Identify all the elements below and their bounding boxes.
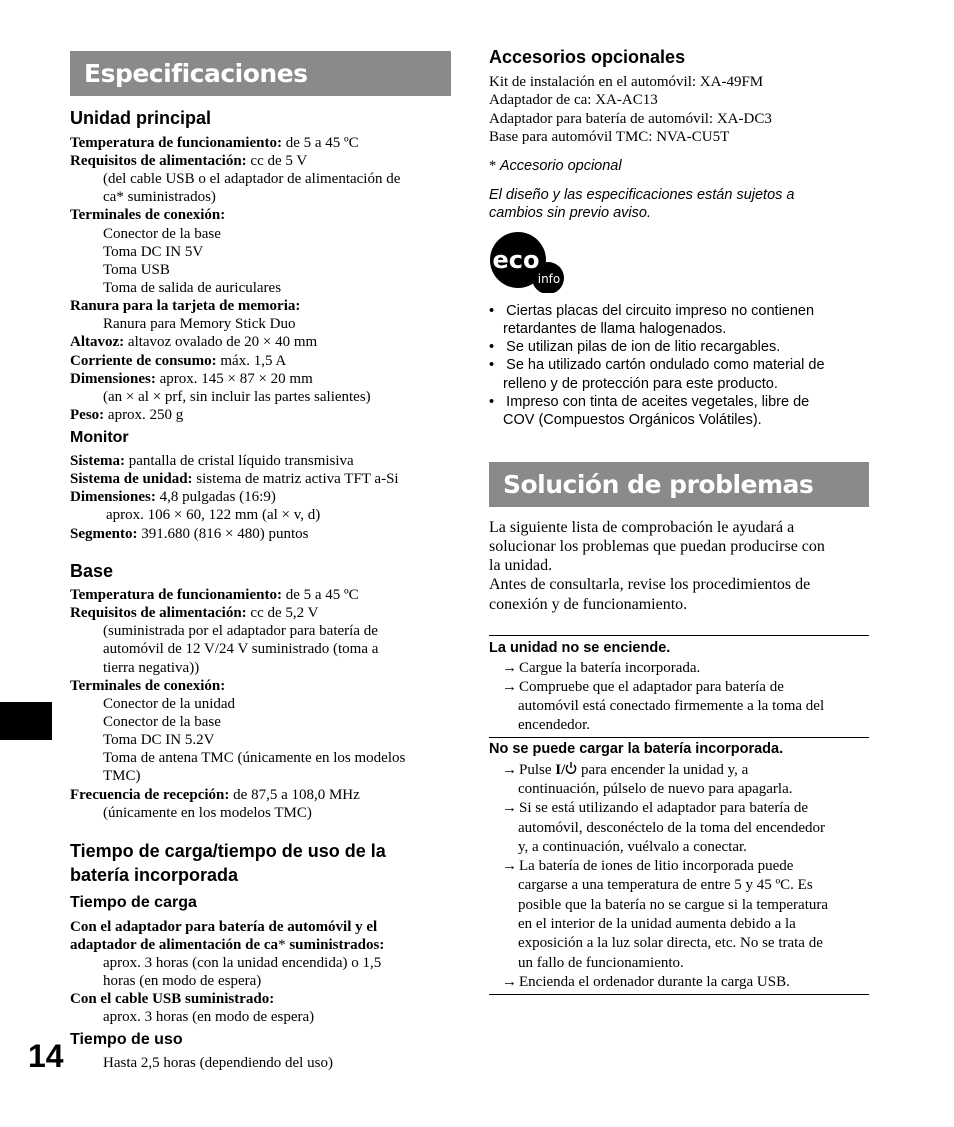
carga-adapt-label: Con el adaptador para batería de automóvil y el [70, 919, 378, 935]
carga-heading: Tiempo de carga [70, 894, 197, 911]
solution-item-cont: cargarse a una temperatura de entre 5 y 45 ºC. Es [518, 877, 813, 893]
accesorio-item: Base para automóvil TMC: NVA-CU5T [489, 129, 730, 145]
solution-item-cont: exposición a la luz solar directa, etc. No se trata de [518, 935, 823, 951]
carga-adapt-value: aprox. 3 horas (con la unidad encendida) o 1,5 [103, 955, 382, 971]
unidad-term-item: Toma de salida de auriculares [103, 280, 282, 296]
eco-bullet-cont: relleno y de protección para este producto. [503, 376, 778, 392]
solution-item-cont: encendedor. [518, 717, 591, 733]
power-icon [565, 761, 577, 775]
solution-item: → Encienda el ordenador durante la carga USB. [502, 974, 790, 990]
accesorio-item: Kit de instalación en el automóvil: XA-49FM [489, 74, 764, 90]
unidad-peso: Peso: aprox. 250 g [70, 407, 184, 423]
uso-heading: Tiempo de uso [70, 1031, 183, 1048]
divider [489, 635, 869, 636]
eco-info-logo [489, 231, 565, 293]
eco-bullet: • Se utilizan pilas de ion de litio recargables. [489, 339, 781, 355]
unidad-term-label: Terminales de conexión: [70, 207, 226, 223]
divider [489, 994, 869, 995]
solucion-intro: conexión y de funcionamiento. [489, 596, 688, 613]
unidad-req: Requisitos de alimentación: cc de 5 V [70, 153, 308, 169]
problem-heading: La unidad no se enciende. [489, 640, 671, 656]
solucion-intro: La siguiente lista de comprobación le ayudará a [489, 519, 795, 536]
disclaimer: cambios sin previo aviso. [489, 205, 651, 221]
monitor-dim: Dimensiones: 4,8 pulgadas (16:9) [70, 489, 276, 505]
monitor-dim-note: aprox. 106 × 60, 122 mm (al × v, d) [106, 507, 321, 523]
solution-item: → Pulse I/ para encender la unidad y, a [502, 762, 749, 778]
solution-item: → La batería de iones de litio incorporada puede [502, 858, 794, 874]
carga-usb-value: aprox. 3 horas (en modo de espera) [103, 1009, 315, 1025]
solution-item-cont: posible que la batería no se cargue si la temperatura [518, 897, 829, 913]
divider [489, 737, 869, 738]
solution-item: → Compruebe que el adaptador para batería de [502, 679, 784, 695]
solution-item-cont: automóvil está conectado firmemente a la toma del [518, 698, 825, 714]
base-heading: Base [70, 561, 114, 581]
eco-logo-text: eco [492, 246, 540, 274]
unidad-dim: Dimensiones: aprox. 145 × 87 × 20 mm [70, 371, 313, 387]
base-req-note: tierra negativa)) [103, 660, 200, 676]
base-term-item: Toma DC IN 5.2V [103, 732, 215, 748]
unidad-heading: Unidad principal [70, 108, 212, 128]
solution-item: → Si se está utilizando el adaptador para batería de [502, 800, 809, 816]
eco-bullet: • Impreso con tinta de aceites vegetales, libre de [489, 394, 810, 410]
solution-item-cont: en el interior de la unidad aumenta debido a la [518, 916, 796, 932]
unidad-ranura-value: Ranura para Memory Stick Duo [103, 316, 296, 332]
monitor-sistema-unidad: Sistema de unidad: sistema de matriz activa TFT a-Si [70, 471, 399, 487]
specs-banner: Especificaciones [70, 51, 451, 96]
base-freq: Frecuencia de recepción: de 87,5 a 108,0 MHz [70, 787, 360, 803]
unidad-term-item: Toma DC IN 5V [103, 244, 204, 260]
info-logo-text: info [537, 272, 561, 286]
solution-item: → Cargue la batería incorporada. [502, 660, 701, 676]
solucion-intro: la unidad. [489, 557, 553, 574]
solution-item-cont: y, a continuación, vuélvalo a conectar. [518, 839, 747, 855]
accesorios-heading: Accesorios opcionales [489, 47, 686, 67]
unidad-altavoz: Altavoz: altavoz ovalado de 20 × 40 mm [70, 334, 318, 350]
solucion-intro: Antes de consultarla, revise los procedimientos de [489, 576, 811, 593]
base-term-item: Toma de antena TMC (únicamente en los modelos [103, 750, 406, 766]
eco-bullet-cont: retardantes de llama halogenados. [503, 321, 727, 337]
eco-bullet-cont: COV (Compuestos Orgánicos Volátiles). [503, 412, 762, 428]
tiempo-heading: batería incorporada [70, 865, 239, 885]
accesorio-footnote: * Accesorio opcional [489, 158, 622, 174]
unidad-corriente: Corriente de consumo: máx. 1,5 A [70, 353, 287, 369]
disclaimer: El diseño y las especificaciones están sujetos a [489, 187, 795, 203]
eco-bullet: • Se ha utilizado cartón ondulado como material de [489, 357, 825, 373]
section-tab-marker [0, 702, 52, 740]
carga-adapt-label: adaptador de alimentación de ca* suministrados: [70, 937, 385, 953]
unidad-req-note: ca* suministrados) [103, 189, 216, 205]
base-freq-note: (únicamente en los modelos TMC) [103, 805, 312, 821]
monitor-heading: Monitor [70, 429, 129, 446]
unidad-ranura-label: Ranura para la tarjeta de memoria: [70, 298, 301, 314]
eco-bullet: • Ciertas placas del circuito impreso no contienen [489, 303, 815, 319]
carga-adapt-value: horas (en modo de espera) [103, 973, 262, 989]
unidad-dim-note: (an × al × prf, sin incluir las partes salientes) [103, 389, 371, 405]
base-temp: Temperatura de funcionamiento: de 5 a 45 ºC [70, 587, 359, 603]
base-term-item: Conector de la unidad [103, 696, 236, 712]
uso-value: Hasta 2,5 horas (dependiendo del uso) [103, 1055, 333, 1071]
solution-item-cont: automóvil, desconéctelo de la toma del encendedor [518, 820, 825, 836]
base-term-label: Terminales de conexión: [70, 678, 226, 694]
page-number: 14 [28, 1038, 64, 1074]
accesorio-item: Adaptador para batería de automóvil: XA-DC3 [489, 111, 772, 127]
monitor-sistema: Sistema: pantalla de cristal líquido transmisiva [70, 453, 354, 469]
solution-item-cont: continuación, púlselo de nuevo para apagarla. [518, 781, 793, 797]
carga-usb-label: Con el cable USB suministrado: [70, 991, 275, 1007]
base-term-item: Conector de la base [103, 714, 221, 730]
solution-item-cont: un fallo de funcionamiento. [518, 955, 684, 971]
unidad-term-item: Toma USB [103, 262, 170, 278]
tiempo-heading: Tiempo de carga/tiempo de uso de la [70, 841, 386, 861]
base-req-note: automóvil de 12 V/24 V suministrado (toma a [103, 641, 379, 657]
base-req-note: (suministrada por el adaptador para batería de [103, 623, 378, 639]
base-req: Requisitos de alimentación: cc de 5,2 V [70, 605, 319, 621]
base-term-item: TMC) [103, 768, 141, 784]
solucion-intro: solucionar los problemas que puedan producirse con [489, 538, 825, 555]
problem-heading: No se puede cargar la batería incorporada. [489, 741, 784, 757]
unidad-req-note: (del cable USB o el adaptador de alimentación de [103, 171, 401, 187]
monitor-seg: Segmento: 391.680 (816 × 480) puntos [70, 526, 309, 542]
unidad-temp: Temperatura de funcionamiento: de 5 a 45 ºC [70, 135, 359, 151]
unidad-term-item: Conector de la base [103, 226, 221, 242]
solucion-banner: Solución de problemas [489, 462, 869, 507]
accesorio-item: Adaptador de ca: XA-AC13 [489, 92, 658, 108]
